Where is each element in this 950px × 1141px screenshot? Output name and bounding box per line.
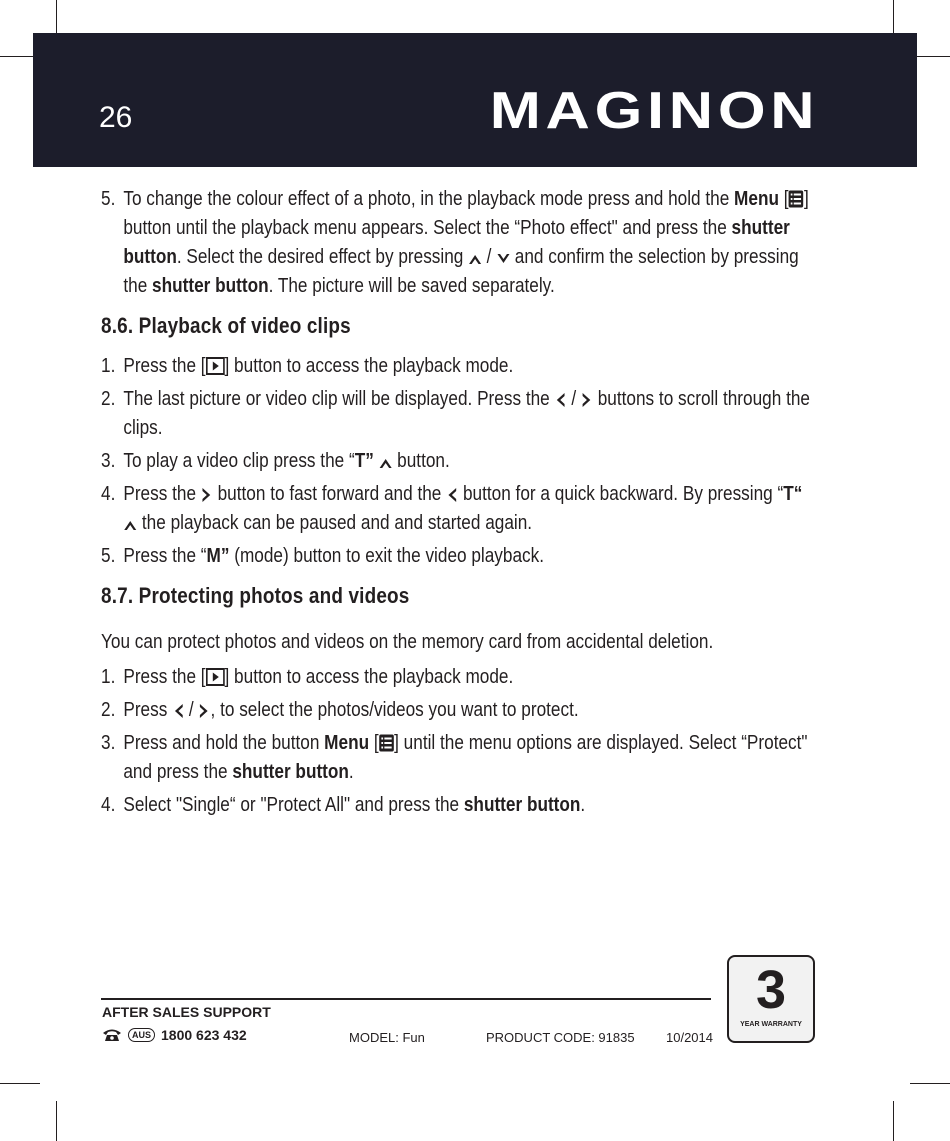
protect-intro: You can protect photos and videos on the memory card from accidental deletion.	[101, 631, 714, 653]
chevron-left-icon	[446, 487, 458, 503]
chevron-left-icon	[555, 392, 567, 408]
list-item: 3. Press and hold the button Menu [ ] until the menu options are displayed. Select “Protect" and press the shutter button.	[101, 732, 808, 783]
date-label: 10/2014	[666, 1030, 713, 1045]
menu-list-icon	[789, 190, 804, 208]
footer-divider	[101, 998, 711, 1000]
crop-mark	[893, 1101, 894, 1141]
manual-content	[101, 185, 811, 824]
phone-number: 1800 623 432	[161, 1027, 247, 1043]
play-icon	[206, 357, 225, 375]
section-heading-protect: 8.7. Protecting photos and videos	[101, 583, 410, 608]
crop-mark	[910, 1083, 950, 1084]
list-item: 4. Press the button to fast forward and the button for a quick backward. By pressing “T“ the playback can be paused and and started again.	[101, 483, 803, 534]
page-number: 26	[99, 101, 133, 134]
chevron-right-icon	[581, 392, 593, 408]
menu-list-icon	[379, 734, 394, 752]
crop-mark	[56, 1101, 57, 1141]
model-label: MODEL: Fun	[349, 1030, 425, 1045]
list-item: 5. To change the colour effect of a photo, in the playback mode press and hold the Menu [ ] button until the playback menu appears. Select the “Photo effect" and press the shutter button. Select the desired effect by pressing / and confirm the selection by pressing the shutter button. The picture will be saved separately.	[101, 188, 809, 297]
chevron-right-icon	[198, 703, 210, 719]
warranty-badge	[727, 955, 815, 1043]
chevron-up-icon	[468, 252, 482, 266]
list-item: 2. The last picture or video clip will be displayed. Press the / buttons to scroll through the clips.	[101, 388, 810, 439]
product-code: PRODUCT CODE: 91835	[486, 1030, 635, 1045]
telephone-icon	[102, 1028, 122, 1042]
warranty-label: YEAR WARRANTY	[740, 1021, 802, 1028]
chevron-up-icon	[123, 518, 137, 532]
warranty-years: 3	[755, 960, 787, 1020]
chevron-down-icon	[496, 252, 510, 266]
list-item: 4. Select "Single“ or "Protect All" and press the shutter button.	[101, 794, 586, 816]
support-phone	[102, 1027, 247, 1043]
crop-mark	[0, 1083, 40, 1084]
country-badge: AUS	[128, 1028, 155, 1042]
play-icon	[206, 668, 225, 686]
list-item: 5. Press the “M” (mode) button to exit the video playback.	[101, 545, 545, 567]
list-item: 1. Press the [ ] button to access the playback mode.	[101, 355, 514, 377]
chevron-right-icon	[201, 487, 213, 503]
list-item: 2. Press / , to select the photos/videos you want to protect.	[101, 699, 579, 721]
photo-effect-list	[101, 185, 811, 301]
chevron-left-icon	[172, 703, 184, 719]
list-item: 3. To play a video clip press the “T” button.	[101, 450, 450, 472]
section-heading-playback: 8.6. Playback of video clips	[101, 313, 351, 338]
chevron-up-icon	[379, 456, 393, 470]
maginon-logo: MAGINON	[489, 82, 819, 140]
page-header	[33, 33, 917, 167]
list-item: 1. Press the [ ] button to access the playback mode.	[101, 666, 514, 688]
playback-steps	[101, 352, 811, 571]
after-sales-label: AFTER SALES SUPPORT	[102, 1004, 271, 1020]
protect-steps	[101, 663, 811, 820]
